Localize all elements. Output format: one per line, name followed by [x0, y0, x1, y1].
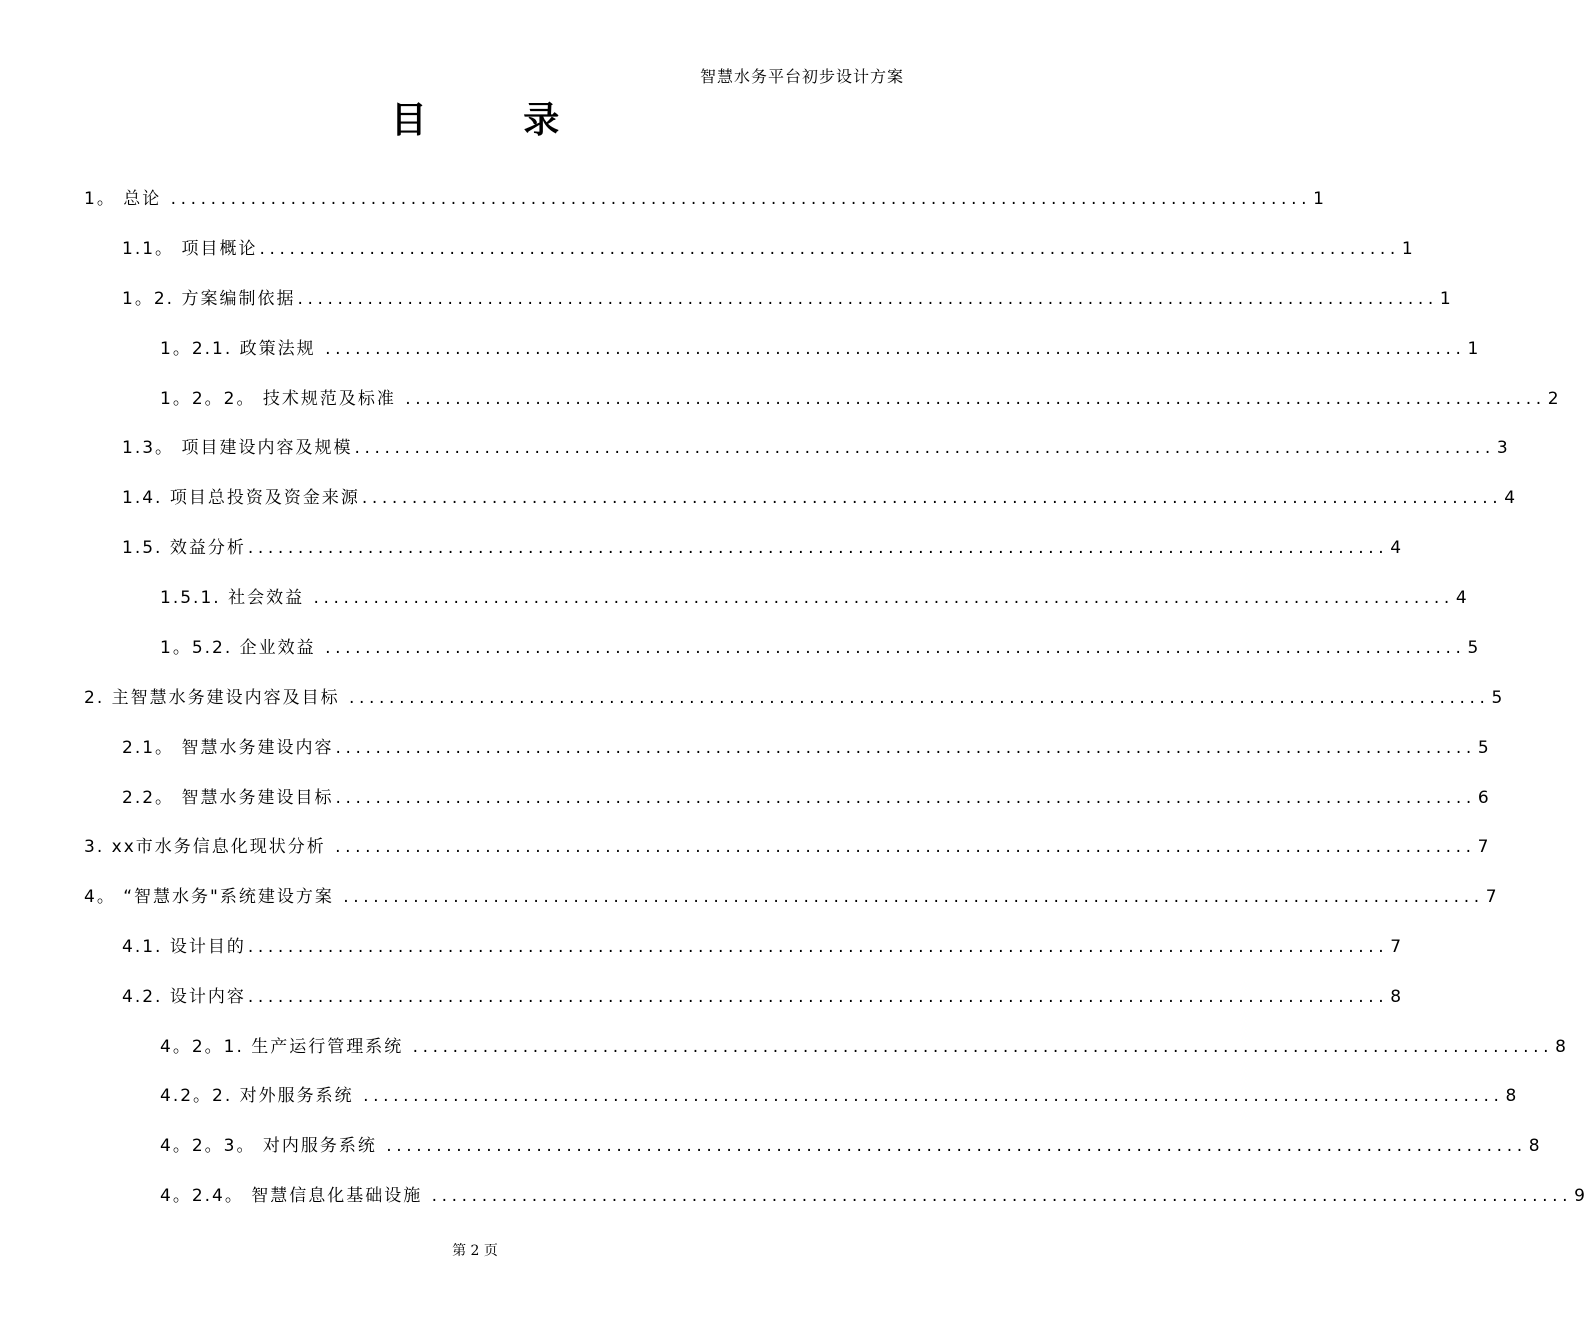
toc-entry-label: 主智慧水务建设内容及目标 [104, 688, 348, 708]
toc-page-number: 9 [1574, 1186, 1585, 1206]
toc-entry-number: 1.1。 [122, 239, 175, 259]
toc-entry-label: 政策法规 [232, 339, 324, 359]
toc-leader-dots: .................................................................................................................. [412, 1037, 1554, 1057]
toc-entry-4[interactable] [84, 884, 1497, 910]
toc-entry-label: xx市水务信息化现状分析 [104, 837, 334, 857]
toc-entry-2-1[interactable] [122, 735, 1489, 761]
toc-page-number: 6 [1477, 788, 1489, 808]
toc-entry-label: 设计目的 [162, 937, 246, 957]
page-title: 目 录 [390, 100, 602, 141]
toc-page-number: 7 [1485, 887, 1497, 907]
toc-entry-number: 4。 [84, 887, 116, 907]
toc-entry-1-5[interactable] [122, 535, 1402, 561]
toc-page-number: 3 [1496, 438, 1508, 458]
toc-entry-number: 4.2。2. [160, 1086, 233, 1106]
toc-entry-1-5-2[interactable] [160, 635, 1479, 661]
toc-page-number: 5 [1477, 738, 1489, 758]
toc-entry-number: 2.2。 [122, 788, 175, 808]
toc-leader-dots: .................................................................................................................. [335, 738, 1476, 758]
toc-entry-label: 对内服务系统 [255, 1136, 385, 1156]
toc-page-number: 1 [1401, 239, 1413, 259]
toc-page-number: 4 [1504, 488, 1516, 508]
toc-leader-dots: .................................................................................................................. [297, 289, 1438, 309]
toc-entry-3[interactable] [84, 834, 1489, 860]
toc-leader-dots: .................................................................................................................. [247, 538, 1389, 558]
toc-page-number: 4 [1390, 538, 1402, 558]
toc-page-number: 8 [1390, 987, 1402, 1007]
toc-entry-number: 4。2。1. [160, 1037, 244, 1057]
toc-entry-label: 总论 [115, 189, 169, 209]
toc-entry-label: 生产运行管理系统 [243, 1037, 411, 1057]
toc-entry-label: 企业效益 [232, 638, 324, 658]
toc-entry-label: 对外服务系统 [232, 1086, 362, 1106]
toc-entry-4-1[interactable] [122, 934, 1402, 960]
toc-entry-label: 智慧水务建设内容 [174, 738, 334, 758]
toc-entry-label: 智慧信息化基础设施 [243, 1186, 430, 1206]
toc-entry-number: 1。2.1. [160, 339, 233, 359]
toc-entry-1-2-1[interactable] [160, 336, 1479, 362]
toc-page-number: 7 [1477, 837, 1489, 857]
toc-entry-label: 方案编制依据 [174, 289, 296, 309]
toc-entry-label: 项目概论 [174, 239, 258, 259]
toc-entry-4-2[interactable] [122, 984, 1402, 1010]
toc-entry-label: 社会效益 [220, 588, 312, 608]
toc-entry-1-3[interactable] [122, 435, 1508, 461]
toc-leader-dots: .................................................................................................................. [354, 438, 1495, 458]
toc-entry-label: 技术规范及标准 [255, 389, 404, 409]
toc-entry-4-2-2[interactable] [160, 1083, 1517, 1109]
toc-entry-1-5-1[interactable] [160, 585, 1467, 611]
toc-leader-dots: .................................................................................................................. [325, 339, 1466, 359]
toc-leader-dots: .................................................................................................................. [405, 389, 1546, 409]
toc-entry-2[interactable] [84, 685, 1503, 711]
toc-entry-number: 1.3。 [122, 438, 175, 458]
toc-entry-4-2-4[interactable] [160, 1183, 1585, 1209]
toc-entry-number: 2.1。 [122, 738, 175, 758]
toc-page-number: 1 [1467, 339, 1479, 359]
toc-page-number: 7 [1390, 937, 1402, 957]
toc-leader-dots: .................................................................................................................. [363, 1086, 1504, 1106]
toc-page-number: 4 [1455, 588, 1467, 608]
toc-entry-label: 设计内容 [162, 987, 246, 1007]
toc-entry-number: 1。2。2。 [160, 389, 256, 409]
toc-entry-number: 1。 [84, 189, 116, 209]
toc-leader-dots: .................................................................................................................. [170, 189, 1312, 209]
toc-entry-1-1[interactable] [122, 236, 1413, 262]
toc-page-number: 8 [1505, 1086, 1517, 1106]
toc-leader-dots: .................................................................................................................. [247, 987, 1389, 1007]
page-footer: 第 2 页 [452, 1243, 498, 1259]
toc-entry-number: 4.2. [122, 987, 163, 1007]
toc-page-number: 8 [1555, 1037, 1566, 1057]
toc-entry-1-2[interactable] [122, 286, 1451, 312]
toc-leader-dots: .................................................................................................................. [361, 488, 1503, 508]
running-header: 智慧水务平台初步设计方案 [699, 67, 904, 86]
toc-entry-label: 智慧水务建设目标 [174, 788, 334, 808]
toc-entry-4-2-3[interactable] [160, 1133, 1540, 1159]
toc-entry-1[interactable] [84, 186, 1324, 212]
toc-entry-number: 1.4. [122, 488, 163, 508]
toc-entry-1-4[interactable] [122, 485, 1516, 511]
toc-leader-dots: .................................................................................................................. [335, 837, 1476, 857]
toc-leader-dots: .................................................................................................................. [349, 688, 1490, 708]
toc-entry-number: 1。5.2. [160, 638, 233, 658]
toc-leader-dots: .................................................................................................................. [343, 887, 1484, 907]
toc-entry-number: 1.5.1. [160, 588, 221, 608]
toc-entry-label: 项目总投资及资金来源 [162, 488, 360, 508]
toc-entry-2-2[interactable] [122, 785, 1489, 811]
toc-entry-number: 4。2。3。 [160, 1136, 256, 1156]
toc-page-number: 5 [1467, 638, 1479, 658]
toc-entry-number: 1。2. [122, 289, 175, 309]
toc-leader-dots: .................................................................................................................. [386, 1136, 1527, 1156]
toc-page-number: 1 [1439, 289, 1451, 309]
toc-entry-number: 4。2.4。 [160, 1186, 244, 1206]
toc-leader-dots: .................................................................................................................. [247, 937, 1389, 957]
toc-entry-number: 1.5. [122, 538, 163, 558]
toc-leader-dots: .................................................................................................................. [313, 588, 1454, 608]
toc-entry-label: 项目建设内容及规模 [174, 438, 353, 458]
toc-entry-4-2-1[interactable] [160, 1034, 1566, 1060]
toc-leader-dots: .................................................................................................................. [335, 788, 1476, 808]
toc-entry-label: “智慧水务"系统建设方案 [115, 887, 342, 907]
toc-leader-dots: .................................................................................................................. [325, 638, 1466, 658]
toc-entry-number: 4.1. [122, 937, 163, 957]
toc-page-number: 2 [1547, 389, 1559, 409]
toc-page-number: 8 [1528, 1136, 1540, 1156]
toc-page-number: 1 [1313, 189, 1324, 209]
toc-entry-number: 3. [84, 837, 105, 857]
toc-leader-dots: .................................................................................................................. [259, 239, 1400, 259]
toc-entry-1-2-2[interactable] [160, 386, 1559, 412]
toc-page-number: 5 [1491, 688, 1503, 708]
toc-entry-number: 2. [84, 688, 105, 708]
toc-leader-dots: .................................................................................................................. [431, 1186, 1573, 1206]
toc-entry-label: 效益分析 [162, 538, 246, 558]
